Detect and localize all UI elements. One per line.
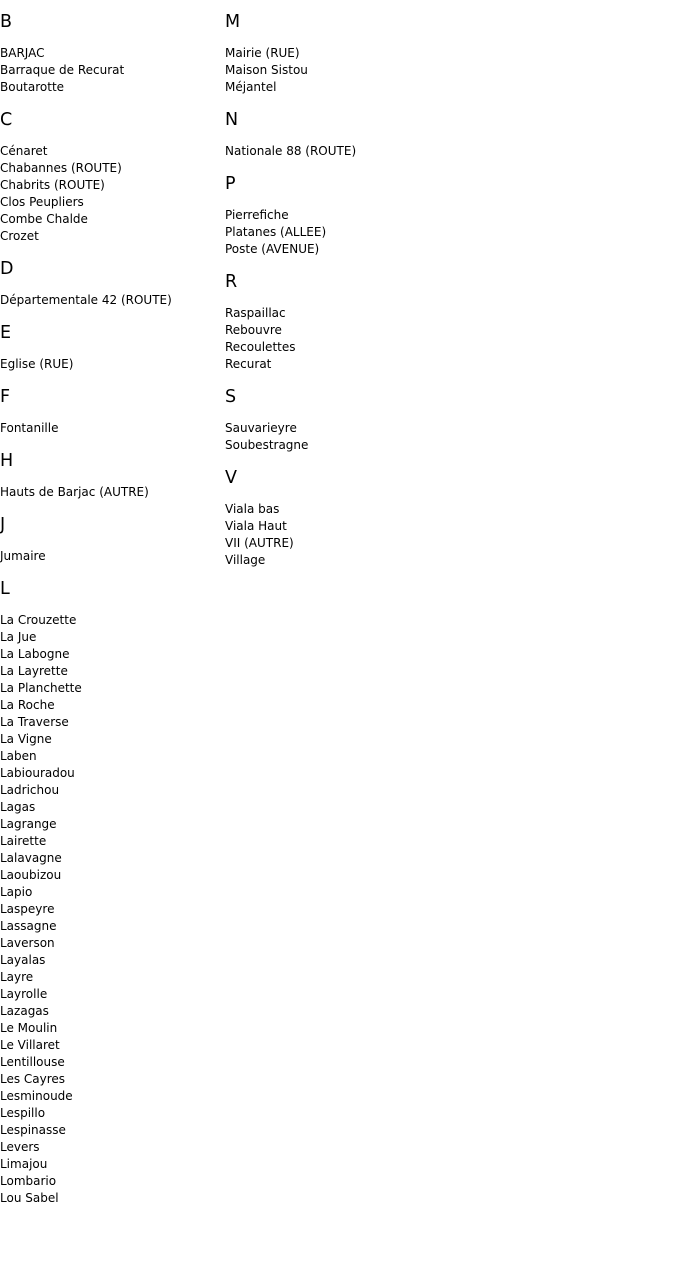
street-list — [225, 207, 665, 258]
street-link[interactable]: La Roche — [0, 698, 55, 712]
street-link[interactable]: Boutarotte — [0, 80, 65, 94]
street-link[interactable]: La Jue — [0, 630, 37, 644]
street-link[interactable]: Fontanille — [0, 421, 59, 435]
street-link[interactable]: Levers — [0, 1140, 40, 1154]
street-link[interactable]: Combe Chalde — [0, 212, 88, 226]
street-link[interactable]: Laverson — [0, 936, 55, 950]
street-link[interactable]: Les Cayres — [0, 1072, 66, 1086]
street-list — [225, 143, 665, 160]
street-link[interactable]: Viala Haut — [225, 519, 287, 533]
street-link[interactable]: Village — [225, 553, 266, 567]
street-list — [225, 45, 665, 96]
letter-group-m — [225, 11, 665, 96]
street-link[interactable]: La Layrette — [0, 664, 68, 678]
letter-heading: M — [225, 12, 241, 32]
street-link[interactable]: Chabrits (ROUTE) — [0, 178, 105, 192]
street-list — [0, 292, 225, 309]
street-list — [0, 484, 225, 501]
street-link[interactable]: Laben — [0, 749, 37, 763]
street-link[interactable]: La Vigne — [0, 732, 52, 746]
street-link[interactable]: Recoulettes — [225, 340, 296, 354]
street-link[interactable]: VII (AUTRE) — [225, 536, 294, 550]
street-link[interactable]: Laspeyre — [0, 902, 55, 916]
street-link[interactable]: Chabannes (ROUTE) — [0, 161, 122, 175]
street-link[interactable]: Laoubizou — [0, 868, 62, 882]
street-link[interactable]: Pierrefiche — [225, 208, 289, 222]
street-link[interactable]: Recurat — [225, 357, 272, 371]
street-link[interactable]: Ladrichou — [0, 783, 60, 797]
letter-heading: H — [0, 451, 14, 471]
letter-group-h — [0, 450, 225, 501]
letter-group-d — [0, 258, 225, 309]
street-link[interactable]: Le Moulin — [0, 1021, 58, 1035]
letter-group-c — [0, 109, 225, 245]
letter-heading: P — [225, 174, 236, 194]
letter-heading: R — [225, 272, 238, 292]
street-link[interactable]: Limajou — [0, 1157, 48, 1171]
street-link[interactable]: Départementale 42 (ROUTE) — [0, 293, 172, 307]
letter-group-s — [225, 386, 665, 454]
street-link[interactable]: Lalavagne — [0, 851, 62, 865]
street-link[interactable]: Nationale 88 (ROUTE) — [225, 144, 357, 158]
letter-heading: J — [0, 515, 6, 535]
street-link[interactable]: BARJAC — [0, 46, 45, 60]
street-index-column-right — [225, 0, 665, 569]
street-link[interactable]: Rebouvre — [225, 323, 282, 337]
street-link[interactable]: Lassagne — [0, 919, 57, 933]
street-list — [225, 305, 665, 373]
street-link[interactable]: Viala bas — [225, 502, 280, 516]
letter-group-l — [0, 578, 225, 1207]
street-link[interactable]: Labiouradou — [0, 766, 75, 780]
street-link[interactable]: Layrolle — [0, 987, 48, 1001]
street-link[interactable]: Crozet — [0, 229, 39, 243]
street-link[interactable]: Lespillo — [0, 1106, 46, 1120]
street-list — [225, 420, 665, 454]
street-list — [0, 420, 225, 437]
street-link[interactable]: Lairette — [0, 834, 47, 848]
letter-heading: D — [0, 259, 14, 279]
street-link[interactable]: Lagrange — [0, 817, 57, 831]
street-link[interactable]: Hauts de Barjac (AUTRE) — [0, 485, 149, 499]
street-list — [0, 356, 225, 373]
letter-heading: N — [225, 110, 239, 130]
letter-group-j — [0, 514, 225, 565]
letter-heading: E — [0, 323, 12, 343]
street-link[interactable]: Lesminoude — [0, 1089, 73, 1103]
street-list — [0, 143, 225, 245]
letter-group-p — [225, 173, 665, 258]
street-link[interactable]: Soubestragne — [225, 438, 309, 452]
letter-group-e — [0, 322, 225, 373]
street-list — [0, 45, 225, 96]
letter-group-f — [0, 386, 225, 437]
street-link[interactable]: La Labogne — [0, 647, 70, 661]
street-list — [0, 612, 225, 1207]
street-link[interactable]: Lou Sabel — [0, 1191, 59, 1205]
street-link[interactable]: Lentillouse — [0, 1055, 65, 1069]
street-link[interactable]: Lagas — [0, 800, 36, 814]
street-link[interactable]: Lombario — [0, 1174, 57, 1188]
street-list — [0, 548, 225, 565]
street-link[interactable]: La Crouzette — [0, 613, 77, 627]
letter-group-b — [0, 11, 225, 96]
letter-heading: F — [0, 387, 11, 407]
street-link[interactable]: Lespinasse — [0, 1123, 66, 1137]
street-link[interactable]: Cénaret — [0, 144, 48, 158]
street-link[interactable]: Lazagas — [0, 1004, 49, 1018]
street-link[interactable]: Poste (AVENUE) — [225, 242, 320, 256]
street-link[interactable]: Mairie (RUE) — [225, 46, 300, 60]
street-link[interactable]: Platanes (ALLEE) — [225, 225, 327, 239]
street-index-column-left — [0, 0, 225, 1207]
letter-heading: C — [0, 110, 13, 130]
letter-group-n — [225, 109, 665, 160]
street-link[interactable]: La Traverse — [0, 715, 69, 729]
street-link[interactable]: La Planchette — [0, 681, 82, 695]
letter-heading: B — [0, 12, 13, 32]
street-link[interactable]: Lapio — [0, 885, 33, 899]
street-link[interactable]: Méjantel — [225, 80, 277, 94]
street-link[interactable]: Le Villaret — [0, 1038, 60, 1052]
street-link[interactable]: Layre — [0, 970, 34, 984]
street-link[interactable]: Eglise (RUE) — [0, 357, 74, 371]
street-link[interactable]: Sauvarieyre — [225, 421, 297, 435]
letter-heading: L — [0, 579, 10, 599]
letter-group-r — [225, 271, 665, 373]
letter-heading: S — [225, 387, 237, 407]
street-link[interactable]: Barraque de Recurat — [0, 63, 125, 77]
street-link[interactable]: Maison Sistou — [225, 63, 308, 77]
letter-heading: V — [225, 468, 237, 488]
street-list — [225, 501, 665, 569]
street-link[interactable]: Clos Peupliers — [0, 195, 84, 209]
letter-group-v — [225, 467, 665, 569]
street-link[interactable]: Raspaillac — [225, 306, 286, 320]
street-link[interactable]: Layalas — [0, 953, 46, 967]
street-link[interactable]: Jumaire — [0, 549, 46, 563]
